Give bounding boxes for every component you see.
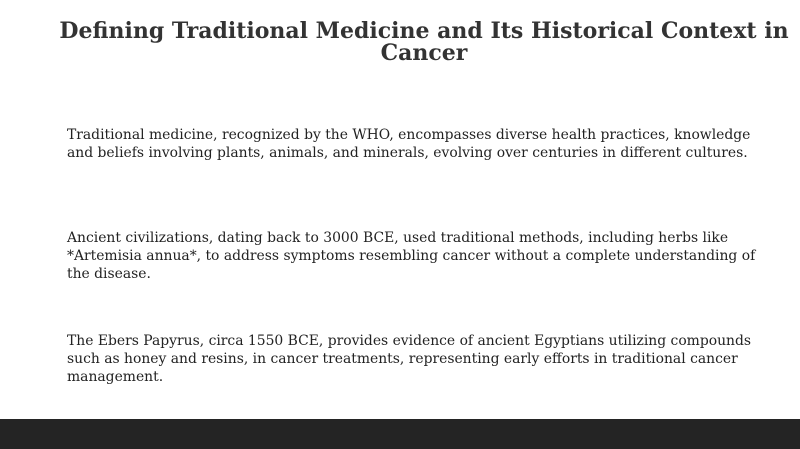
paragraph-who-definition: Traditional medicine, recognized by the WHO, encompasses diverse health practices, knowledge and beliefs involving plants, animals, and minerals, evolving over centuries in different cultures. xyxy=(67,127,751,161)
footer-bar xyxy=(0,419,800,449)
paragraph-ancient-civilizations: Ancient civilizations, dating back to 3000 BCE, used traditional methods, including herbs like *Artemisia annua*, to address symptoms resembling cancer without a complete understanding of the disease. xyxy=(67,230,756,282)
slide-title: Defining Traditional Medicine and Its Historical Context in Cancer xyxy=(59,18,789,66)
paragraph-ebers-papyrus: The Ebers Papyrus, circa 1550 BCE, provides evidence of ancient Egyptians utilizing compounds such as honey and resins, in cancer treatments, representing early efforts in traditional cancer management. xyxy=(67,333,752,385)
